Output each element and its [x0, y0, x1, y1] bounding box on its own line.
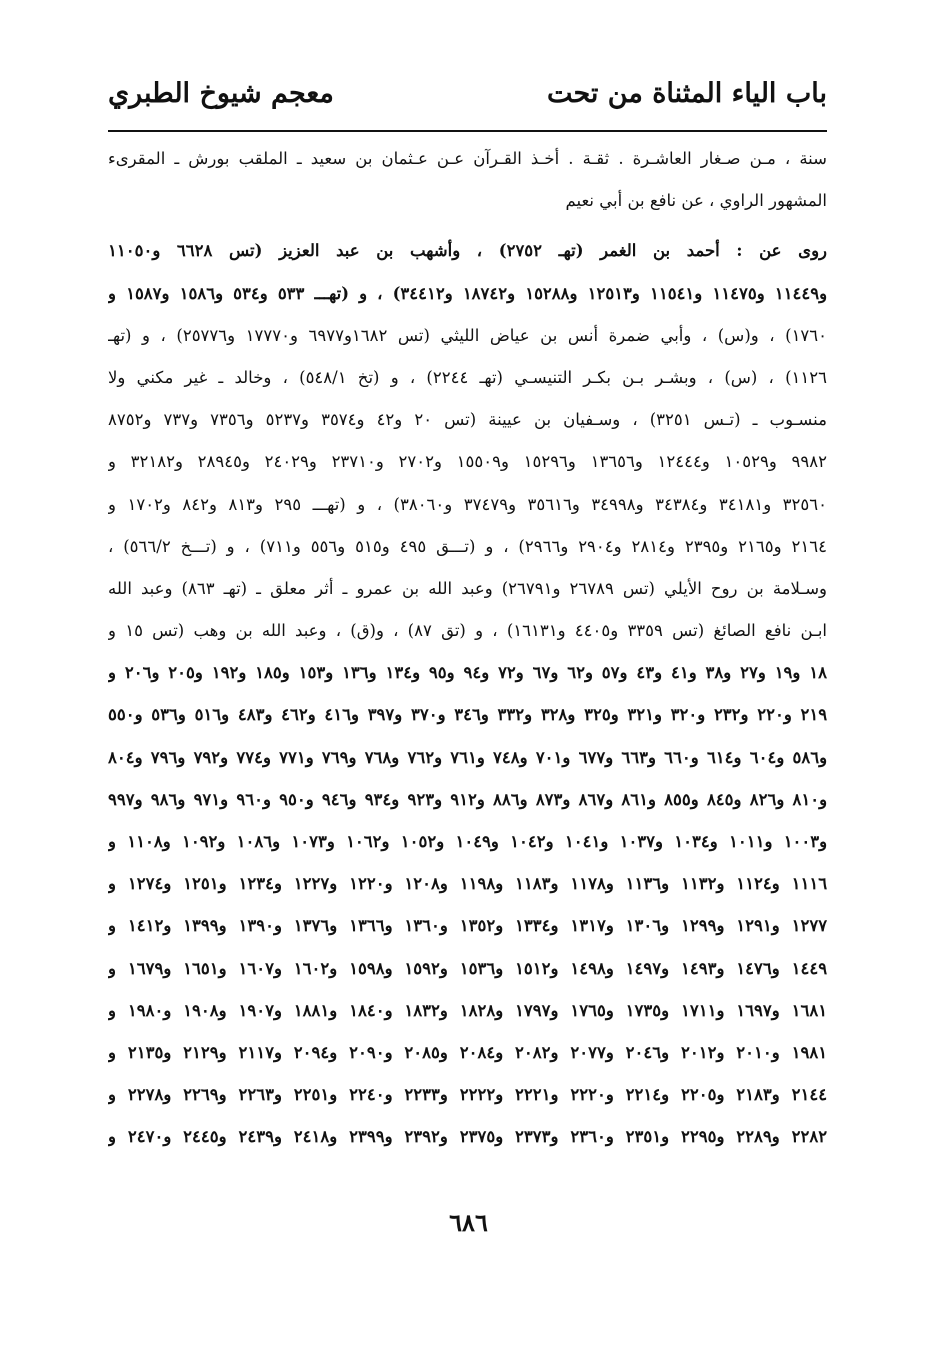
chapter-title: باب الياء المثناة من تحت — [546, 78, 827, 109]
text-line: و٥٨٦ و٦٠٤ و٦١٤ و٦٦٠ و٦٦٣ و٦٧٧ و٧٠١ و٧٤٨ و٧٦١ و٧٦٢ و٧٦٨ و٧٦٩ و٧٧١ و٧٧٤ و٧٩٢ و٧٩٦ و٨٠٤ — [108, 747, 827, 767]
text-line: ١١١٦ و١١٢٤ و١١٣٢ و١١٣٦ و١١٧٨ و١١٨٣ و١١٩٨ و١٢٠٨ و١٢٢٠ و١٢٢٧ و١٢٣٤ و١٢٥١ و١٢٧٤ و — [108, 874, 827, 894]
text-line: ١٨ و١٩ و٢٧ و٣٨ و٤١ و٤٣ و٥٧ و٦٢ و٦٧ و٧٢ و٩٤ و٩٥ و١٣٤ و١٣٦ و١٥٣ و١٨٥ و١٩٢ و٢٠٥ و٢٠٦ و — [108, 663, 827, 683]
running-header — [108, 78, 827, 118]
header-rule — [108, 130, 827, 132]
text-line: ١٦٨١ و١٦٩٧ و١٧١١ و١٧٣٥ و١٧٦٥ و١٧٩٧ و١٨٢٨ و١٨٣٢ و١٨٤٠ و١٨٨١ و١٩٠٧ و١٩٠٨ و١٩٨٠ و — [108, 1000, 827, 1020]
text-line: ٢١٦٤ و٢١٦٥ و٢٣٩٥ و٢٨١٤ و٢٩٠٤ و٢٩٦٦) ، و (تـــق ٤٩٥ و٥١٥ و٥٥٦ و٧١١) ، و (تـــخ ٥٦٦/٢) ، — [108, 536, 827, 556]
text-line: منسـوب ـ (تـس ٣٢٥١) ، وسـفيان بن عيينة (تس ٢٠ و٤٢ و٣٥٧٤ و٥٢٣٧ و٧٣٥٦ و٧٣٧ و٨٧٥٢ — [108, 410, 827, 430]
text-line: سنة ، مـن صـغار العاشـرة . ثقـة . أخـذ القـرآن عـن عـثمان بن سعيد ـ الملقب بورش ـ المقرىء — [108, 149, 827, 168]
text-line: المشهور الراوي ، عن نافع بن أبي نعيم — [565, 191, 827, 211]
text-line: ابـن نافع الصائغ (تس ٣٣٥٩ و٤٤٠٥ و١٦١٣١) ، و (تق ٨٧) ، و(ق) ، وعبد الله بن وهب (تس ١٥ و — [108, 621, 827, 641]
text-line: ٢١٤٤ و٢١٨٣ و٢٢٠٥ و٢٢١٤ و٢٢٢٠ و٢٢٢١ و٢٢٢٢ و٢٢٣٣ و٢٢٤٠ و٢٢٥١ و٢٢٦٣ و٢٢٦٩ و٢٢٧٨ و — [108, 1085, 827, 1105]
text-line: ٩٩٨٢ و١٠٥٢٩ و١٢٤٤٤ و١٣٦٥٦ و١٥٢٩٦ و١٥٥٠٩ و٢٧٠٢ و٢٣٧١٠ و٢٤٠٢٩ و٢٨٩٤٥ و٣٢١٨٢ و — [108, 452, 827, 472]
text-line: و١١٤٤٩ و١١٤٧٥ و١١٥٤١ و١٢٥١٣ و١٥٢٨٨ و١٨٧٤٢ و٣٤٤١٢) ، و (تهـــ ٥٣٣ و٥٣٤ و١٥٨٦ و١٥٨٧ و — [108, 283, 827, 303]
text-line: ١٩٨١ و٢٠١٠ و٢٠١٢ و٢٠٤٦ و٢٠٧٧ و٢٠٨٢ و٢٠٨٤ و٢٠٨٥ و٢٠٩٠ و٢٠٩٤ و٢١١٧ و٢١٢٩ و٢١٣٥ و — [108, 1042, 827, 1062]
text-line: ١٢٧٧ و١٢٩١ و١٢٩٩ و١٣٠٦ و١٣١٧ و١٣٣٤ و١٣٥٢ و١٣٦٠ و١٣٦٦ و١٣٧٦ و١٣٩٠ و١٣٩٩ و١٤١٢ و — [108, 916, 827, 936]
text-line: و٨١٠ و٨٢٦ و٨٤٥ و٨٥٥ و٨٦١ و٨٦٧ و٨٧٣ و٨٨٦ و٩١٢ و٩٢٣ و٩٣٤ و٩٤٦ و٩٥٠ و٩٦٠ و٩٧١ و٩٨٦ و٩٩٧ — [108, 789, 827, 809]
text-line — [108, 1159, 827, 1189]
text-line: ١٤٤٩ و١٤٧٦ و١٤٩٣ و١٤٩٧ و١٤٩٨ و١٥١٢ و١٥٣٦ و١٥٩٢ و١٥٩٨ و١٦٠٢ و١٦٠٧ و١٦٥١ و١٦٧٩ و — [108, 958, 827, 978]
text-line: ٣٢٥٦٠ و٣٤١٨١ و٣٤٣٨٤ و٣٤٩٩٨ و٣٥٦١٦ و٣٧٤٧٩ و٣٨٠٦٠) ، و (تهـــ ٢٩٥ و٨١٣ و٨٤٢ و١٧٠٢ و — [108, 494, 827, 514]
text-line: وسـلامة بن روح الأيلي (تس ٢٦٧٨٩ و٢٦٧٩١) وعبد الله بن عمرو ـ أثر معلق ـ (تهـ ٨٦٣) وعبد الله — [108, 578, 827, 598]
text-line: ١١٢٦) ، (س) ، وبشـر بـن بكـر التنيسـي (تهـ ٢٢٤٤) ، و (تخ ٥٤٨/١) ، وخالد ـ غير مكني ولا — [108, 367, 827, 387]
text-line: و١٠٠٣ و١٠١١ و١٠٣٤ و١٠٣٧ و١٠٤١ و١٠٤٢ و١٠٤٩ و١٠٥٢ و١٠٦٢ و١٠٧٣ و١٠٨٦ و١٠٩٢ و١١٠٨ و — [108, 832, 827, 851]
text-line: ٢١٩ و٢٢٠ و٢٣٢ و٣٢٠ و٣٢١ و٣٢٥ و٣٢٨ و٣٣٢ و٣٤٦ و٣٧٠ و٣٩٧ و٤١٦ و٤٦٢ و٤٨٣ و٥١٦ و٥٣٦ و٥٥٠ — [108, 705, 827, 725]
page-number: ٦٨٦ — [449, 1208, 488, 1237]
text-line: روى عن : أحمد بن الغمر (تهـ ٢٧٥٢) ، وأشهب بن عبد العزيز (تس ٦٦٢٨ و١١٠٥٠ — [108, 241, 827, 261]
text-line: ٢٢٨٢ و٢٢٨٩ و٢٢٩٥ و٢٣٥١ و٢٣٦٠ و٢٣٧٣ و٢٣٧٥ و٢٣٩٢ و٢٣٩٩ و٢٤١٨ و٢٤٣٩ و٢٤٤٥ و٢٤٧٠ و — [108, 1127, 827, 1147]
book-title: معجم شيوخ الطبري — [108, 78, 334, 109]
text-line: ١٧٦٠) ، و(س) ، وأبي ضمرة أنس بن عياض الليثي (تس ١٦٨٢و٦٩٧٧ و١٧٧٧٠ و٢٥٧٧٦) ، و (تهـ — [108, 325, 827, 345]
entry-body — [108, 138, 827, 1188]
